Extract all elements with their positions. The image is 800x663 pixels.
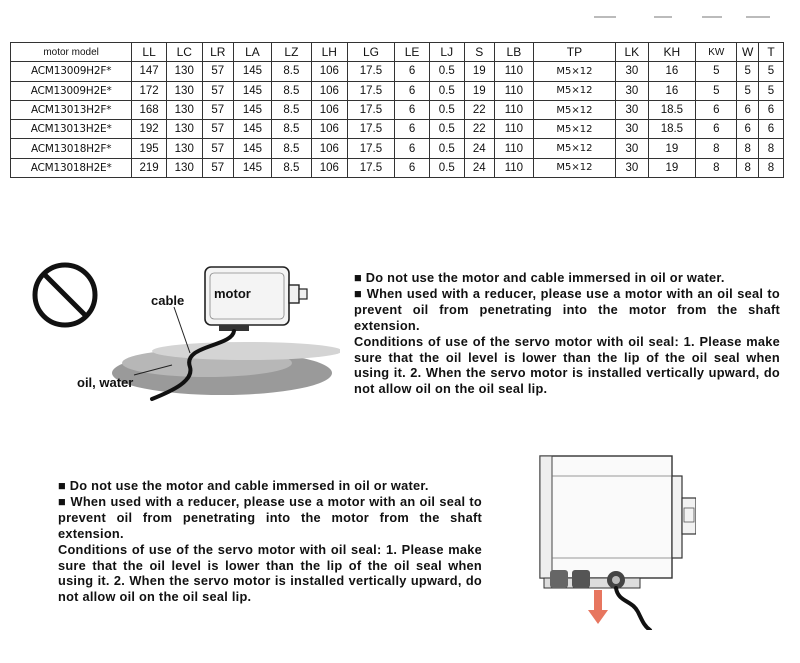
column-header-lk: LK [616,43,648,62]
cell-lr: 57 [202,120,233,139]
note-1-line-1: ■ Do not use the motor and cable immersed in oil or water. [354,270,725,285]
cell-la: 145 [234,100,272,119]
top-decorative-dashes [594,14,794,20]
cell-lb: 110 [494,139,533,158]
cell-s: 22 [464,120,494,139]
cell-ll: 219 [132,158,167,177]
cell-lr: 57 [202,139,233,158]
cell-lr: 57 [202,62,233,81]
cell-t: 8 [758,158,783,177]
cell-lc: 130 [166,62,202,81]
cell-kw: 5 [696,62,737,81]
cell-lk: 30 [616,139,648,158]
motor-dimension-table [10,42,784,178]
cell-lk: 30 [616,120,648,139]
cell-tp: M5×12 [533,139,615,158]
column-header-lj: LJ [429,43,464,62]
cell-lc: 130 [166,81,202,100]
cell-motor-model: ACM13018H2E* [11,158,132,177]
arrow-down-icon [588,590,608,624]
column-header-motor-model: motor model [11,43,132,62]
cell-lk: 30 [616,81,648,100]
cell-motor-model: ACM13018H2F* [11,139,132,158]
column-header-tp: TP [533,43,615,62]
column-header-lb: LB [494,43,533,62]
note-1-line-2: ■ When used with a reducer, please use a motor with an oil seal to prevent oil from penetrating into the motor from the shaft extension. [354,285,780,333]
cell-le: 6 [395,100,430,119]
cell-lr: 57 [202,100,233,119]
cell-motor-model: ACM13009H2F* [11,62,132,81]
cell-lh: 106 [311,81,347,100]
cell-w: 5 [737,62,759,81]
immersion-illustration [22,255,340,405]
cell-ll: 172 [132,81,167,100]
prohibited-icon [35,265,95,325]
motor-side-drawing [540,456,696,578]
cell-la: 145 [234,139,272,158]
cell-tp: M5×12 [533,158,615,177]
table-row [11,100,784,119]
cell-t: 6 [758,100,783,119]
vertical-cable [616,588,650,630]
table-row [11,120,784,139]
cell-lz: 8.5 [271,120,311,139]
cell-lz: 8.5 [271,81,311,100]
cell-kh: 16 [648,62,696,81]
column-header-s: S [464,43,494,62]
cell-le: 6 [395,120,430,139]
note-2-line-1: ■ Do not use the motor and cable immersed in oil or water. [58,478,429,493]
cell-kw: 5 [696,81,737,100]
cell-lh: 106 [311,120,347,139]
cell-motor-model: ACM13009H2E* [11,81,132,100]
column-header-lc: LC [166,43,202,62]
vertical-motor-illustration [520,450,696,630]
cell-kw: 6 [696,120,737,139]
cell-lg: 17.5 [347,120,395,139]
cell-kh: 18.5 [648,100,696,119]
cell-lk: 30 [616,158,648,177]
cell-lj: 0.5 [429,81,464,100]
cell-tp: M5×12 [533,120,615,139]
column-header-lg: LG [347,43,395,62]
cell-kh: 16 [648,81,696,100]
cell-w: 5 [737,81,759,100]
note-2-line-2: ■ When used with a reducer, please use a motor with an oil seal to prevent oil from penetrating into the motor from the shaft extension. [58,493,482,541]
cell-lb: 110 [494,158,533,177]
table-row [11,62,784,81]
column-header-ll: LL [132,43,167,62]
cell-lh: 106 [311,62,347,81]
cell-lz: 8.5 [271,100,311,119]
column-header-kw: KW [696,43,737,62]
cell-kh: 19 [648,158,696,177]
cell-lz: 8.5 [271,62,311,81]
cell-ll: 195 [132,139,167,158]
cell-lg: 17.5 [347,81,395,100]
column-header-le: LE [395,43,430,62]
cell-lj: 0.5 [429,139,464,158]
cell-ll: 192 [132,120,167,139]
cell-la: 145 [234,62,272,81]
cell-motor-model: ACM13013H2E* [11,120,132,139]
cell-lg: 17.5 [347,158,395,177]
cell-t: 8 [758,139,783,158]
cell-lg: 17.5 [347,62,395,81]
cell-kw: 8 [696,158,737,177]
table-row [11,81,784,100]
warning-note-2 [58,478,482,605]
cell-kh: 19 [648,139,696,158]
cell-lg: 17.5 [347,139,395,158]
cell-la: 145 [234,120,272,139]
table-row [11,158,784,177]
cell-lz: 8.5 [271,158,311,177]
cell-kh: 18.5 [648,120,696,139]
cell-lj: 0.5 [429,62,464,81]
cell-lz: 8.5 [271,139,311,158]
cell-lc: 130 [166,139,202,158]
cell-lb: 110 [494,120,533,139]
cell-lr: 57 [202,158,233,177]
cell-lk: 30 [616,62,648,81]
cell-le: 6 [395,139,430,158]
cell-le: 6 [395,158,430,177]
cell-lb: 110 [494,81,533,100]
cell-lk: 30 [616,100,648,119]
cell-ll: 168 [132,100,167,119]
cell-lj: 0.5 [429,120,464,139]
cell-s: 24 [464,139,494,158]
cell-lj: 0.5 [429,100,464,119]
warning-note-1 [354,270,780,397]
cell-lb: 110 [494,62,533,81]
cell-s: 22 [464,100,494,119]
cell-ll: 147 [132,62,167,81]
cell-lh: 106 [311,158,347,177]
cell-lc: 130 [166,158,202,177]
column-header-t: T [758,43,783,62]
cell-t: 5 [758,62,783,81]
cell-tp: M5×12 [533,100,615,119]
cell-w: 6 [737,100,759,119]
cell-motor-model: ACM13013H2F* [11,100,132,119]
cell-lr: 57 [202,81,233,100]
cell-s: 19 [464,81,494,100]
cell-t: 6 [758,120,783,139]
cell-lb: 110 [494,100,533,119]
cell-lj: 0.5 [429,158,464,177]
cell-t: 5 [758,81,783,100]
cell-la: 145 [234,158,272,177]
cell-le: 6 [395,62,430,81]
cell-kw: 8 [696,139,737,158]
cell-w: 8 [737,139,759,158]
cell-lg: 17.5 [347,100,395,119]
cell-lc: 130 [166,120,202,139]
cell-la: 145 [234,81,272,100]
table-row [11,139,784,158]
column-header-w: W [737,43,759,62]
note-2-conditions: Conditions of use of the servo motor with oil seal: 1. Please make sure that the oil level is lower than the lip of the oil seal when using it. 2. When the servo motor is installed vertically upward, do not allow oil on the oil seal lip. [58,541,482,605]
column-header-lz: LZ [271,43,311,62]
column-header-kh: KH [648,43,696,62]
cell-w: 8 [737,158,759,177]
cell-s: 19 [464,62,494,81]
cable-label: cable [151,293,185,308]
cell-w: 6 [737,120,759,139]
cell-kw: 6 [696,100,737,119]
cell-lc: 130 [166,100,202,119]
column-header-lh: LH [311,43,347,62]
cell-le: 6 [395,81,430,100]
oil-water-label: oil, water [77,375,134,390]
column-header-la: LA [234,43,272,62]
table-header-row [11,43,784,62]
cell-lh: 106 [311,139,347,158]
cell-lh: 106 [311,100,347,119]
cell-s: 24 [464,158,494,177]
cell-tp: M5×12 [533,62,615,81]
note-1-conditions: Conditions of use of the servo motor with oil seal: 1. Please make sure that the oil level is lower than the lip of the oil seal when using it. 2. When the servo motor is installed vertically upward, do not allow oil on the oil seal lip. [354,333,780,397]
column-header-lr: LR [202,43,233,62]
oil-puddle [112,342,340,395]
motor-label: motor [214,286,251,301]
cell-tp: M5×12 [533,81,615,100]
